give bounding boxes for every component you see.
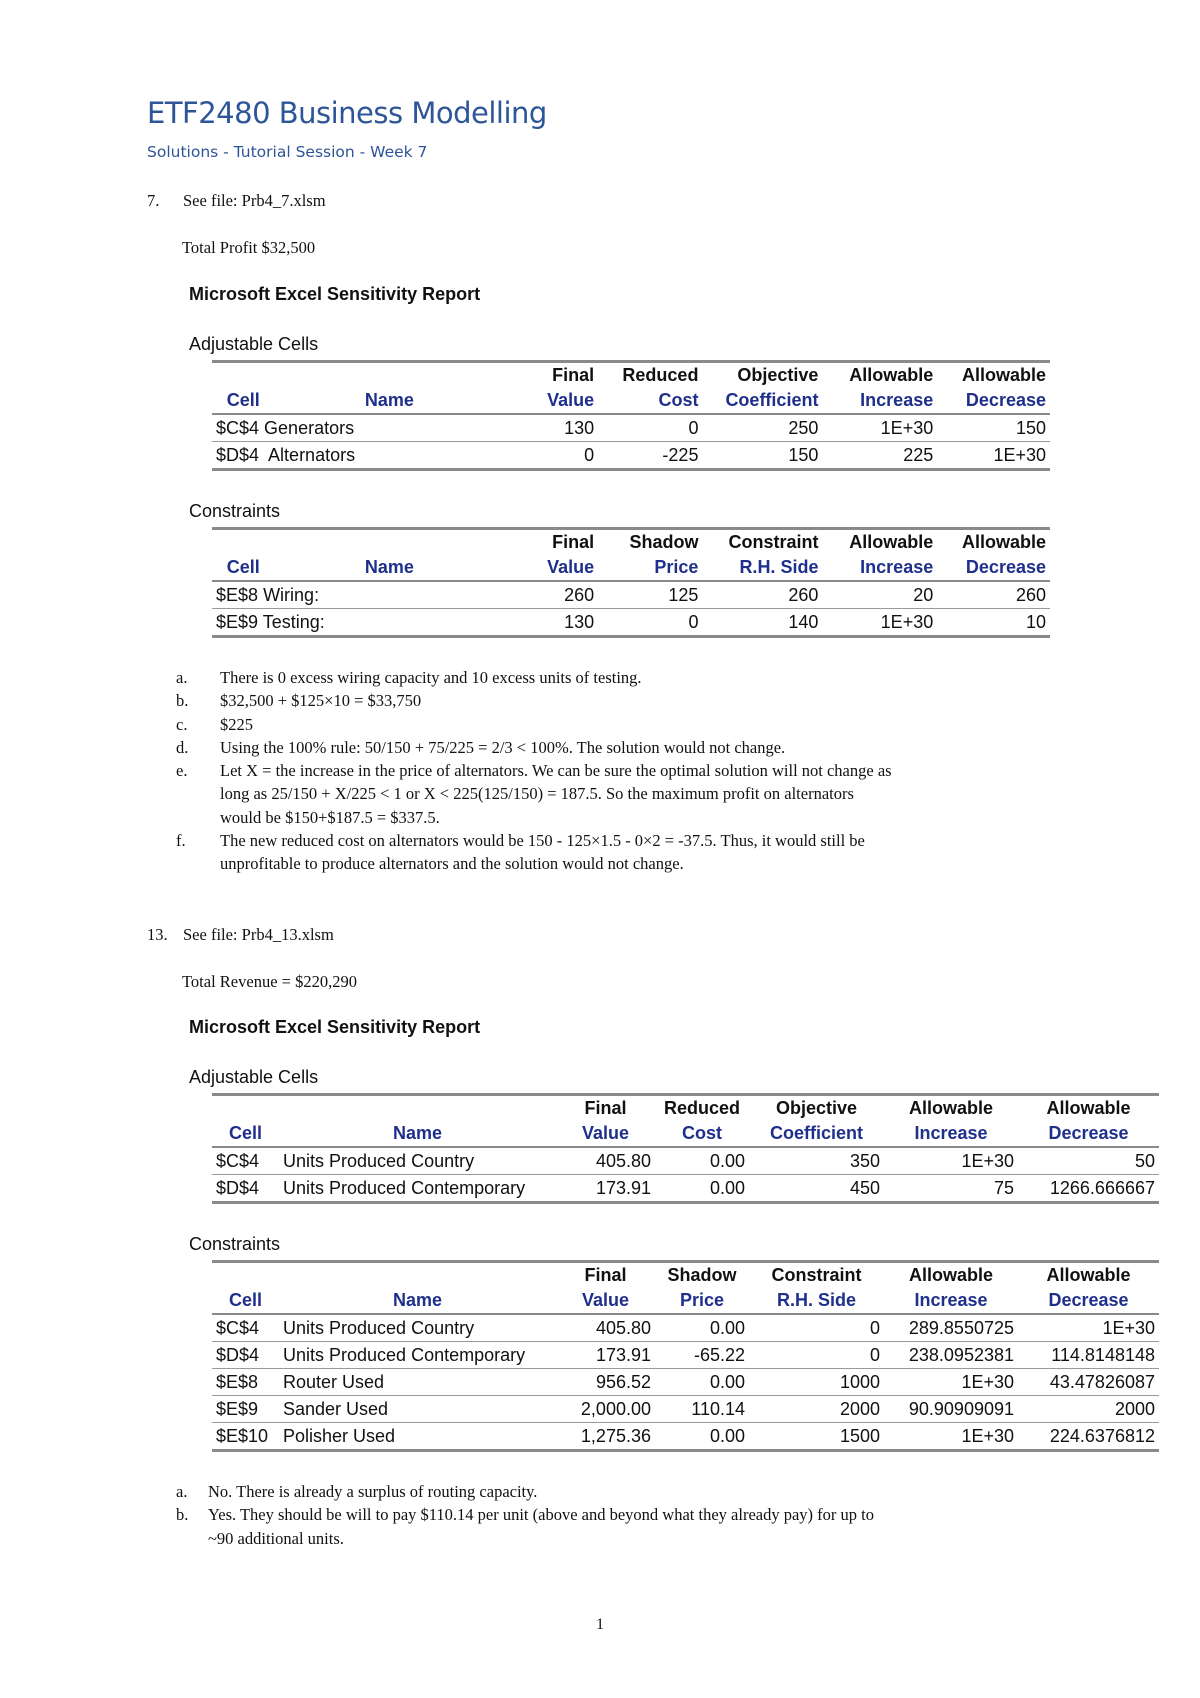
problem-7-report-title: Microsoft Excel Sensitivity Report	[189, 284, 481, 304]
header-cell: Objective	[737, 365, 819, 385]
table-cell: 173.91	[595, 1345, 651, 1365]
table-cell: 150	[1015, 418, 1046, 438]
header-cell: Constraint	[771, 1265, 862, 1285]
table-cell: 1E+30	[880, 612, 934, 632]
answer-item: f. The new reduced cost on alternators would be 150 - 125×1.5 - 0×2 = -37.5. Thus, it would still be unprofitable to produce alternators and the solution would not change.	[176, 831, 865, 874]
header-cell: Cost	[658, 390, 699, 410]
table-row	[212, 442, 1050, 470]
header-cell	[212, 1095, 279, 1121]
header-cell: Reduced	[622, 365, 699, 385]
table-cell: 0.00	[709, 1151, 745, 1171]
header-cell: Price	[654, 557, 699, 577]
table-cell: 260	[1015, 585, 1046, 605]
header-cell: Coefficient	[769, 1123, 863, 1143]
problem-13-number: 13.	[147, 925, 168, 944]
problem-13-constraints-label: Constraints	[189, 1234, 281, 1254]
header-cell: Value	[547, 557, 595, 577]
header-cell: Cell	[226, 390, 260, 410]
header-cell: R.H. Side	[776, 1290, 856, 1310]
header-cell: Name	[392, 1123, 443, 1143]
problem-13-file-line: See file: Prb4_13.xlsm	[183, 925, 334, 944]
header-cell: Increase	[860, 390, 934, 410]
table-cell: Router Used	[283, 1372, 385, 1392]
header-cell: Cost	[682, 1123, 722, 1143]
header-cell: Value	[581, 1123, 630, 1143]
header-cell	[279, 1095, 556, 1121]
table-cell: 956.52	[595, 1372, 651, 1392]
answer-item: e. Let X = the increase in the price of alternators. We can be sure the optimal solution will not change as long as 25/150 + X/225 < 1 or X < 225(125/150) = 187.5. So the maximum profit on alternators would be $150+$187.5 = $337.5.	[176, 761, 892, 827]
table-cell: 173.91	[595, 1178, 651, 1198]
problem-7-adjustable-table	[212, 360, 1050, 471]
table-cell: 43.47826087	[1049, 1372, 1155, 1392]
answer-item: c. $225	[176, 714, 253, 734]
header-cell: Decrease	[965, 390, 1046, 410]
problem-13-report-title: Microsoft Excel Sensitivity Report	[189, 1017, 481, 1037]
table-row	[212, 1396, 1159, 1423]
table-cell: 0.00	[709, 1426, 745, 1446]
table-cell: 0	[688, 612, 699, 632]
table-cell: 1E+30	[961, 1426, 1014, 1446]
header-cell: Final	[584, 1098, 627, 1118]
header-cell: Decrease	[965, 557, 1046, 577]
problem-7-file-line: See file: Prb4_7.xlsm	[183, 191, 326, 210]
table-cell: 225	[903, 445, 934, 465]
table-cell: 1E+30	[961, 1372, 1014, 1392]
problem-13-adjustable-table	[212, 1093, 1159, 1204]
table-cell: 140	[788, 612, 819, 632]
table-cell: 238.0952381	[908, 1345, 1014, 1365]
header-cell: Reduced	[663, 1098, 741, 1118]
problem-13-constraints-table	[212, 1260, 1159, 1452]
header-cell	[275, 529, 505, 555]
header-cell: Allowable	[849, 365, 934, 385]
header-cell: Allowable	[1046, 1265, 1131, 1285]
table-cell: 50	[1134, 1151, 1155, 1171]
table-cell: 1000	[839, 1372, 880, 1392]
table-cell: 1E+30	[993, 445, 1046, 465]
header-cell: Name	[364, 557, 414, 577]
table-cell: 289.8550725	[908, 1318, 1014, 1338]
header-cell: Name	[392, 1290, 443, 1310]
header-cell: Coefficient	[725, 390, 819, 410]
table-cell: 2,000.00	[580, 1399, 651, 1419]
table-cell: $E$10	[216, 1426, 269, 1446]
header-cell: Cell	[228, 1290, 262, 1310]
answer-item: a. There is 0 excess wiring capacity and 10 excess units of testing.	[176, 668, 642, 687]
header-cell	[279, 1262, 556, 1288]
document-subtitle: Solutions - Tutorial Session - Week 7	[147, 143, 428, 161]
table-cell: 260	[788, 585, 819, 605]
table-row	[212, 609, 1050, 637]
header-cell: Allowable	[961, 532, 1046, 552]
header-cell: Cell	[228, 1123, 262, 1143]
table-cell: 130	[564, 418, 595, 438]
table-cell: Polisher Used	[283, 1426, 396, 1446]
table-cell: -225	[662, 445, 699, 465]
header-cell: Allowable	[961, 365, 1046, 385]
table-cell: 350	[849, 1151, 880, 1171]
table-cell: -65.22	[693, 1345, 745, 1365]
header-cell: Decrease	[1048, 1290, 1129, 1310]
table-cell: 1E+30	[880, 418, 934, 438]
problem-7-number: 7.	[147, 191, 160, 210]
table-cell: 224.6376812	[1049, 1426, 1155, 1446]
table-cell: $E$8	[216, 1372, 259, 1392]
table-cell: $C$4	[216, 1318, 260, 1338]
problem-7-total-profit: Total Profit $32,500	[182, 238, 316, 257]
table-row	[212, 414, 1050, 442]
table-cell: 10	[1025, 612, 1046, 632]
table-cell: Units Produced Country	[283, 1318, 475, 1338]
table-cell: 125	[668, 585, 699, 605]
table-cell: 1E+30	[1102, 1318, 1155, 1338]
table-cell: Units Produced Country	[283, 1151, 475, 1171]
header-cell: Final	[552, 365, 595, 385]
table-cell: 114.8148148	[1051, 1345, 1155, 1365]
header-cell: Cell	[226, 557, 260, 577]
header-cell: Shadow	[629, 532, 699, 552]
problem-13-adjustable-label: Adjustable Cells	[189, 1067, 319, 1087]
header-cell	[212, 529, 275, 555]
table-cell: 1266.666667	[1049, 1178, 1155, 1198]
table-cell: 2000	[839, 1399, 880, 1419]
table-cell: $D$4	[216, 1178, 260, 1198]
table-cell: $E$9	[216, 1399, 259, 1419]
table-row	[212, 1423, 1159, 1451]
header-cell: R.H. Side	[739, 557, 819, 577]
header-cell: Allowable	[849, 532, 934, 552]
header-cell: Value	[581, 1290, 630, 1310]
table-cell: $E$8 Wiring:	[216, 585, 320, 605]
table-cell: 90.90909091	[908, 1399, 1014, 1419]
table-cell: 150	[788, 445, 819, 465]
table-row	[212, 1342, 1159, 1369]
header-cell: Increase	[860, 557, 934, 577]
table-cell: 405.80	[595, 1318, 651, 1338]
header-cell: Allowable	[1046, 1098, 1131, 1118]
table-cell: Units Produced Contemporary	[283, 1345, 526, 1365]
table-cell: 0	[869, 1318, 880, 1338]
table-row	[212, 1314, 1159, 1342]
table-cell: 0.00	[709, 1178, 745, 1198]
table-cell: 1500	[839, 1426, 880, 1446]
table-cell: $D$4 Alternators	[216, 445, 356, 465]
header-cell	[275, 362, 505, 388]
page-number: 1	[596, 1616, 604, 1633]
table-cell: 20	[913, 585, 934, 605]
header-cell: Increase	[914, 1123, 988, 1143]
problem-7-constraints-label: Constraints	[189, 501, 281, 521]
header-cell: Allowable	[908, 1098, 993, 1118]
header-cell: Price	[679, 1290, 725, 1310]
header-cell: Name	[364, 390, 414, 410]
answer-item: a. No. There is already a surplus of routing capacity.	[176, 1482, 538, 1501]
header-cell	[212, 1262, 279, 1288]
document-title: ETF2480 Business Modelling	[147, 96, 547, 130]
header-cell: Objective	[775, 1098, 858, 1118]
table-cell: $D$4	[216, 1345, 260, 1365]
header-cell: Increase	[914, 1290, 988, 1310]
answer-item: b. Yes. They should be will to pay $110.14 per unit (above and beyond what they already pay) for up to ~90 additional units.	[176, 1505, 874, 1548]
table-cell: 260	[564, 585, 595, 605]
table-cell: 1E+30	[961, 1151, 1014, 1171]
problem-13-total-revenue: Total Revenue = $220,290	[182, 972, 357, 991]
answer-item: d. Using the 100% rule: 50/150 + 75/225 = 2/3 < 100%. The solution would not change.	[176, 737, 786, 757]
problem-7-constraints-table	[212, 527, 1050, 638]
table-cell: 405.80	[595, 1151, 651, 1171]
table-cell: $E$9 Testing:	[216, 612, 325, 632]
header-cell: Shadow	[667, 1265, 737, 1285]
table-row	[212, 1147, 1159, 1175]
header-cell: Allowable	[908, 1265, 993, 1285]
table-cell: 0.00	[709, 1372, 745, 1392]
table-cell: 1,275.36	[580, 1426, 651, 1446]
table-cell: 450	[849, 1178, 880, 1198]
table-cell: $C$4	[216, 1151, 260, 1171]
table-cell: Units Produced Contemporary	[283, 1178, 526, 1198]
problem-13-answers	[176, 1480, 1076, 1550]
answer-item: b. $32,500 + $125×10 = $33,750	[176, 691, 422, 711]
header-cell: Value	[547, 390, 595, 410]
table-cell: 75	[993, 1178, 1014, 1198]
table-cell: 0.00	[709, 1318, 745, 1338]
header-cell: Final	[584, 1265, 627, 1285]
header-cell	[212, 362, 275, 388]
table-cell: $C$4 Generators	[216, 418, 355, 438]
header-cell: Decrease	[1048, 1123, 1129, 1143]
table-cell: 0	[869, 1345, 880, 1365]
table-cell: 0	[584, 445, 595, 465]
table-cell: 250	[788, 418, 819, 438]
table-row	[212, 1369, 1159, 1396]
table-row	[212, 1175, 1159, 1203]
table-cell: 0	[688, 418, 699, 438]
table-cell: 130	[564, 612, 595, 632]
table-cell: 2000	[1114, 1399, 1155, 1419]
header-cell: Constraint	[728, 532, 819, 552]
problem-7-answers	[176, 666, 1076, 876]
problem-7-adjustable-label: Adjustable Cells	[189, 334, 319, 354]
table-row	[212, 581, 1050, 609]
header-cell: Final	[552, 532, 595, 552]
table-cell: 110.14	[691, 1399, 745, 1419]
table-cell: Sander Used	[283, 1399, 389, 1419]
